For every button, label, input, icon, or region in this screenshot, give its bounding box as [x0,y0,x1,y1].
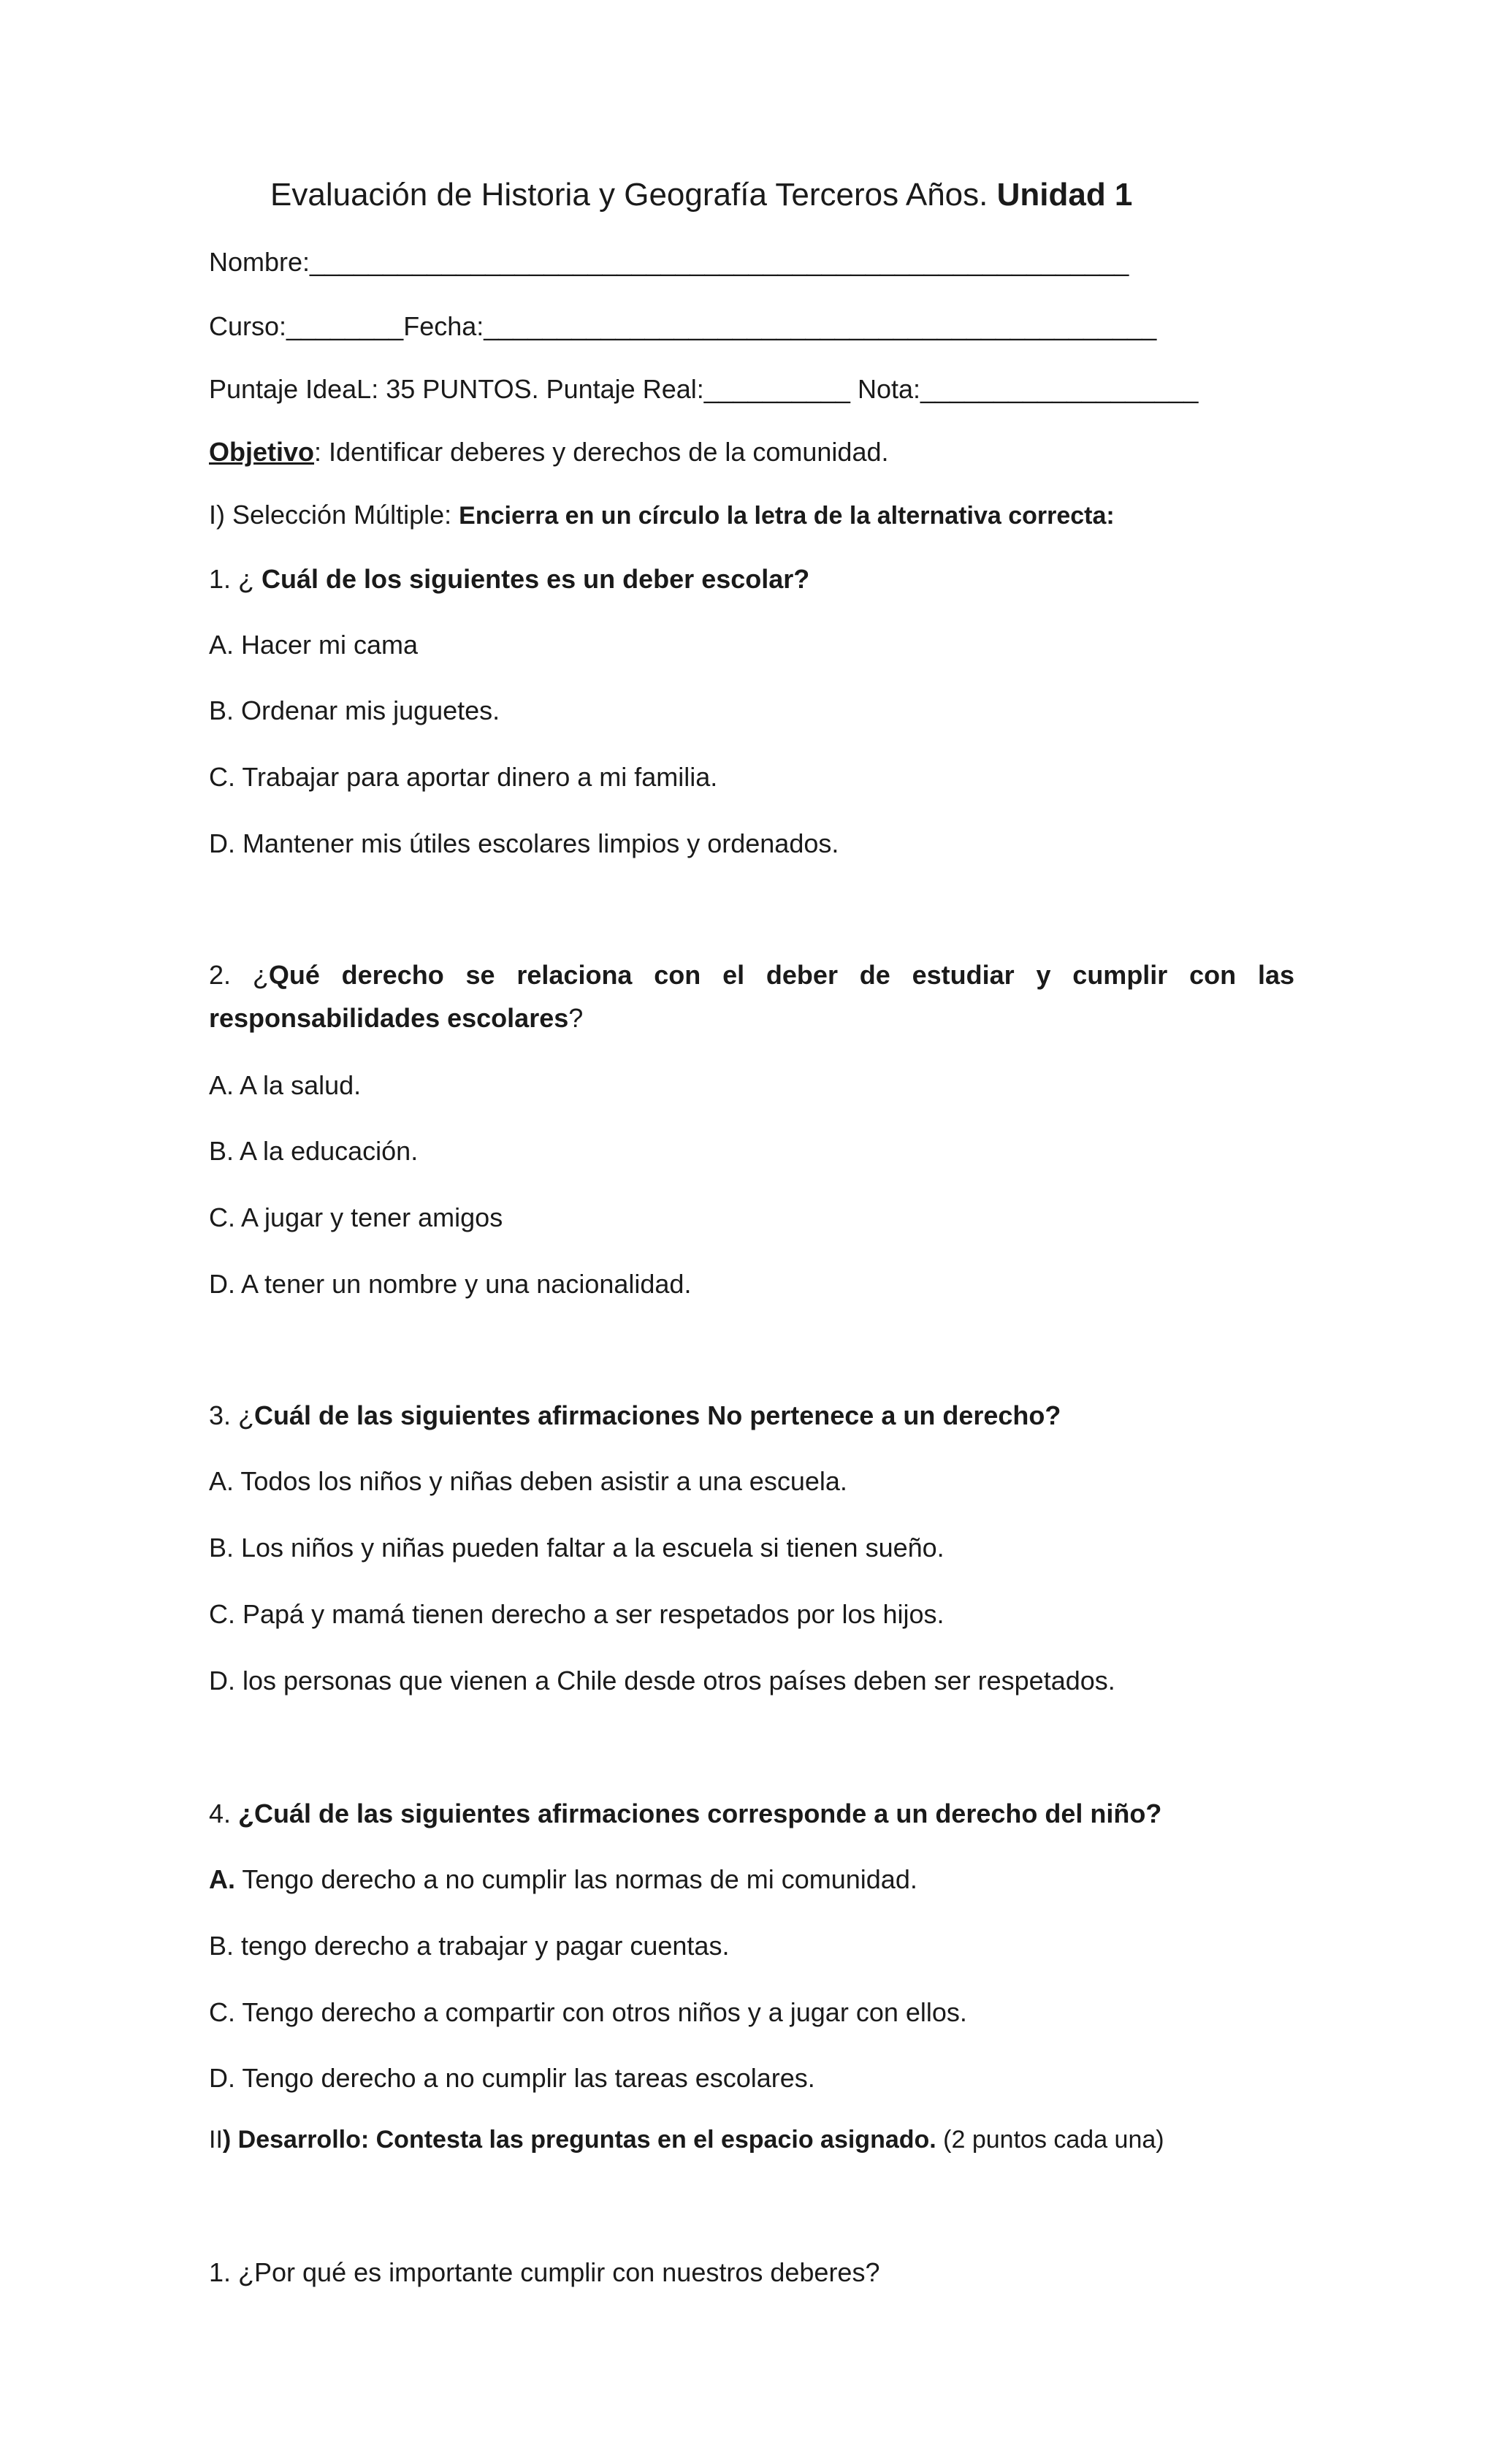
question-3-option-b: B. Los niños y niñas pueden faltar a la escuela si tienen sueño. [209,1533,944,1563]
question-2-option-c: C. A jugar y tener amigos [209,1202,503,1232]
question-4-option-d: D. Tengo derecho a no cumplir las tareas escolares. [209,2063,815,2093]
question-2-option-d: D. A tener un nombre y una nacionalidad. [209,1269,692,1299]
title-text: Evaluación de Historia y Geografía Terceros Años. [270,177,988,213]
question-4-text: ¿Cuál de las siguientes afirmaciones corresponde a un derecho del niño? [238,1799,1162,1828]
question-3-text: Cuál de las siguientes afirmaciones No pertenece a un derecho? [254,1400,1061,1430]
question-1-option-a: A. Hacer mi cama [209,630,419,660]
question-4-number: 4. [209,1799,239,1828]
section-1-heading [209,500,1115,530]
question-2-option-a: A. A la salud. [209,1070,362,1100]
question-3-option-a: A. Todos los niños y niñas deben asistir a una escuela. [209,1466,847,1496]
section-2-instruction: ) Desarrollo: Contesta las preguntas en el espacio asignado. [222,2126,936,2154]
objective-label: Objetivo [209,437,315,467]
question-4-option-b: B. tengo derecho a trabajar y pagar cuentas. [209,1931,730,1961]
question-2-line-1 [209,960,1294,991]
question-1-text: Cuál de los siguientes es un deber escolar? [262,564,810,594]
question-2-number: 2. ¿ [209,960,269,990]
question-3-number: 3. ¿ [209,1400,255,1430]
question-1-option-b: B. Ordenar mis juguetes. [209,695,500,725]
question-3 [209,1400,1061,1430]
name-field-line: Nombre:________________________________________________________ [209,247,1129,277]
question-4-option-a [209,1864,917,1894]
question-2-suffix: ? [568,1003,584,1033]
question-3-option-c: C. Papá y mamá tienen derecho a ser respetados por los hijos. [209,1599,944,1629]
section-2-heading [209,2126,1164,2154]
development-question-1: 1. ¿Por qué es importante cumplir con nuestros deberes? [209,2257,880,2287]
section-2-note: (2 puntos cada una) [936,2126,1164,2154]
objective-line [209,437,889,467]
question-4-option-a-text: Tengo derecho a no cumplir las normas de mi comunidad. [235,1864,917,1894]
question-2-text-1: Qué derecho se relaciona con el deber de estudiar y cumplir con las [268,960,1294,990]
course-date-line: Curso:________Fecha:______________________________________________ [209,311,1157,341]
score-line: Puntaje IdeaL: 35 PUNTOS. Puntaje Real:__________ Nota:___________________ [209,374,1199,404]
question-3-option-d: D. los personas que vienen a Chile desde otros países deben ser respetados. [209,1666,1115,1696]
question-2-option-b: B. A la educación. [209,1136,419,1166]
question-4-option-c: C. Tengo derecho a compartir con otros niños y a jugar con ellos. [209,1997,967,2027]
section-1-instruction: Encierra en un círculo la letra de la alternativa correcta: [459,502,1115,530]
question-1 [209,564,809,594]
question-4 [209,1799,1161,1828]
question-4-option-a-label: A. [209,1864,235,1894]
title-unit: Unidad 1 [988,177,1133,213]
question-2-text-2: responsabilidades escolares [209,1003,569,1033]
question-1-option-d: D. Mantener mis útiles escolares limpios y ordenados. [209,828,839,858]
page-title [270,177,1132,213]
objective-text: : Identificar deberes y derechos de la comunidad. [314,437,889,467]
question-1-option-c: C. Trabajar para aportar dinero a mi familia. [209,762,718,792]
question-2-line-2 [209,1003,583,1033]
section-1-label: I) Selección Múltiple: [209,500,459,530]
section-2-label: II [209,2126,223,2154]
question-1-number: 1. ¿ [209,564,262,594]
